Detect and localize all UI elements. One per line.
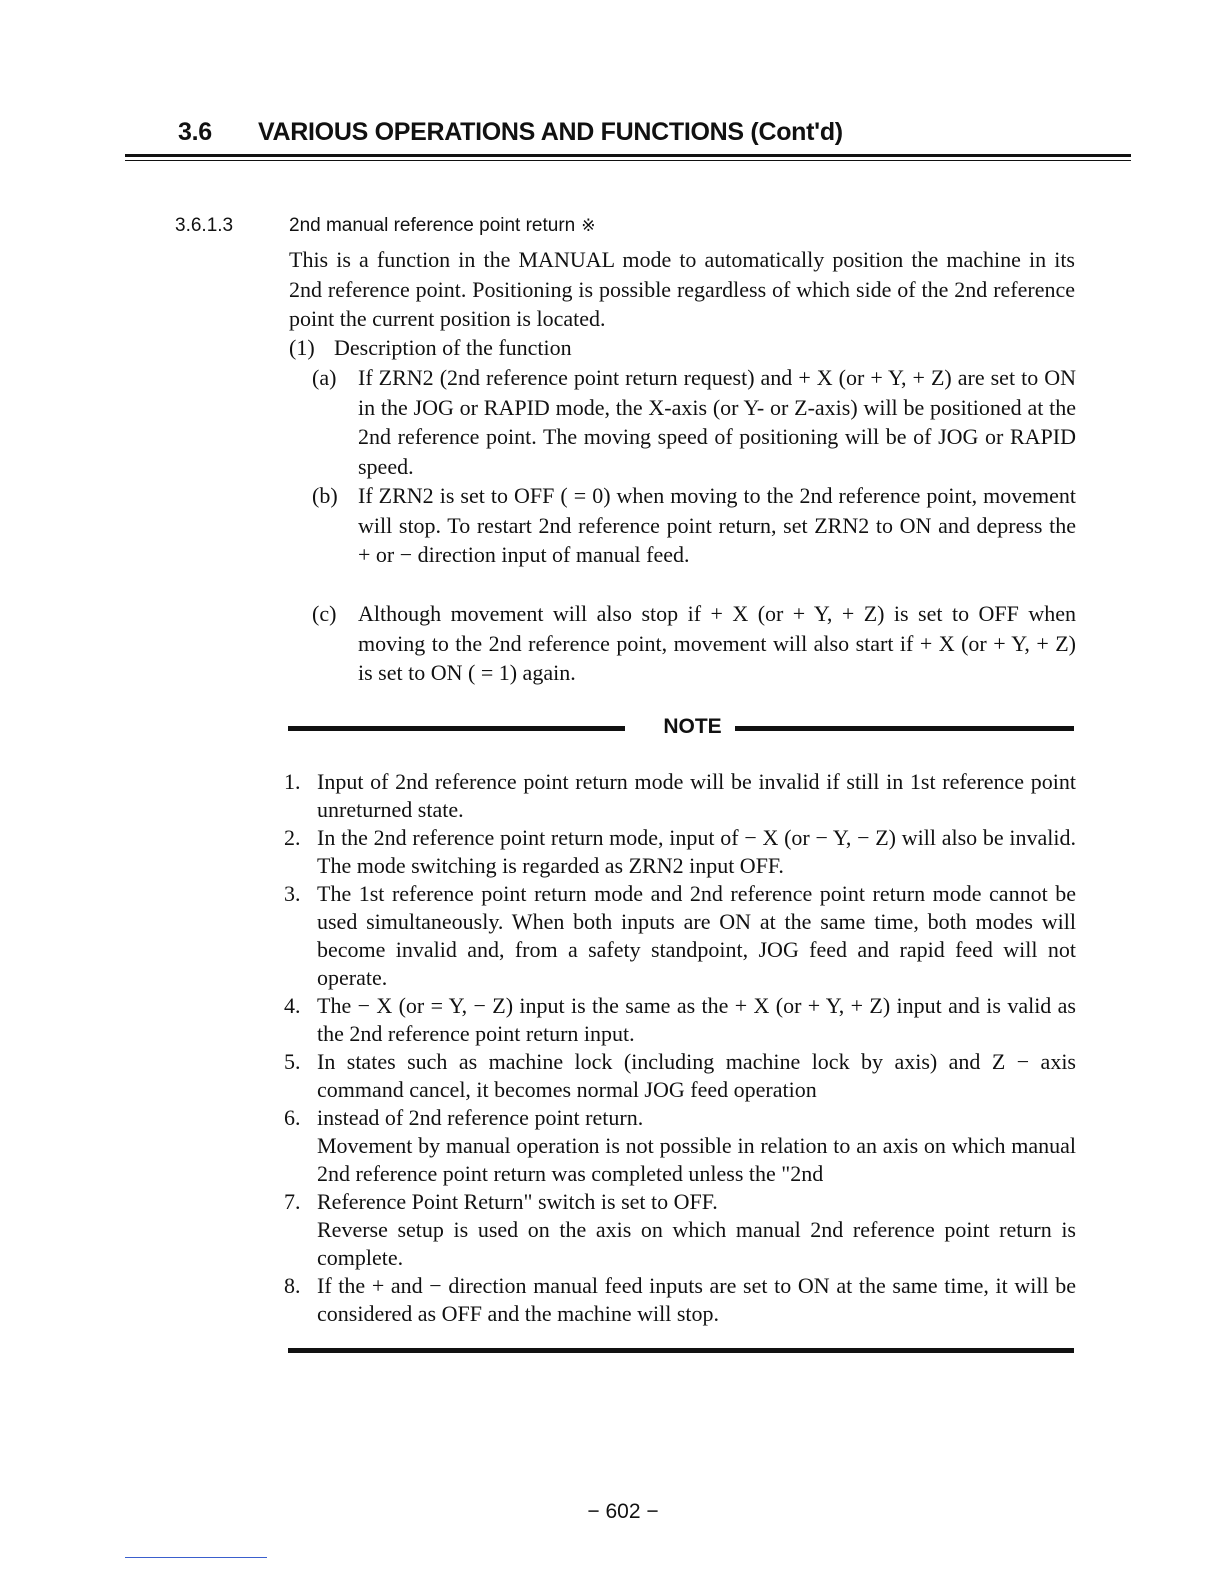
note-item-number: 6. [284, 1105, 301, 1130]
note-item [284, 1132, 1076, 1188]
note-item-number: 3. [284, 881, 301, 906]
list-item-text: If ZRN2 (2nd reference point return request) and + X (or + Y, + Z) are set to ON in the JOG or RAPID mode, the X-axis (or Y- or Z-axis) will be positioned at the 2nd reference point. The moving speed of positioning will be of JOG or RAPID speed. [358, 365, 1076, 479]
note-bottom-rule [288, 1348, 1074, 1353]
note-item-text: Movement by manual operation is not possible in relation to an axis on which manual 2nd reference point return was completed unless the "2nd [317, 1133, 1076, 1186]
note-item-number: 5. [284, 1049, 301, 1074]
note-item [284, 1104, 1076, 1132]
note-item [284, 1188, 1076, 1216]
note-item-number: 8. [284, 1273, 301, 1298]
list-item-a [312, 363, 1076, 481]
header-rule-thick [125, 154, 1131, 157]
note-item-text: In the 2nd reference point return mode, input of − X (or − Y, − Z) will also be invalid. The mode switching is regarded as ZRN2 input OFF. [317, 825, 1076, 878]
note-item-number: 2. [284, 825, 301, 850]
note-item-text: Reference Point Return" switch is set to OFF. [317, 1189, 718, 1214]
note-rule-left [288, 726, 625, 731]
note-rule-right [735, 726, 1074, 731]
footer-rule [125, 1557, 267, 1558]
note-item-number: 7. [284, 1189, 301, 1214]
list-item-c [312, 599, 1076, 688]
list-item-label: (c) [312, 601, 337, 626]
note-item [284, 992, 1076, 1048]
list-item-text: If ZRN2 is set to OFF ( = 0) when moving to the 2nd reference point, movement will stop. To restart 2nd reference point return, set ZRN2 to ON and depress the + or − direction input of manual feed. [358, 483, 1076, 567]
section-intro: This is a function in the MANUAL mode to automatically position the machine in its 2nd reference point. Positioning is possible regardless of which side of the 2nd reference point the current position is located. [289, 247, 1075, 331]
description-title: Description of the function [334, 335, 572, 360]
note-item-text: Reverse setup is used on the axis on which manual 2nd reference point return is complete. [317, 1217, 1076, 1270]
note-header [288, 715, 1074, 741]
header-rule-thin [125, 160, 1131, 161]
note-item [284, 1272, 1076, 1328]
page-header-title [178, 118, 1128, 147]
note-item [284, 1216, 1076, 1272]
note-item-text: The − X (or = Y, − Z) input is the same as the + X (or + Y, + Z) input and is valid as the 2nd reference point return input. [317, 993, 1076, 1046]
note-item-text: Input of 2nd reference point return mode will be invalid if still in 1st reference point unreturned state. [317, 769, 1076, 822]
list-item-label: (b) [312, 483, 338, 508]
note-item-number: 1. [284, 769, 301, 794]
description-label: (1) [289, 335, 315, 360]
list-item-b [312, 481, 1076, 570]
note-item [284, 880, 1076, 992]
asterisk-mark-icon: ※ [581, 216, 596, 235]
note-item-text: If the + and − direction manual feed inputs are set to ON at the same time, it will be considered as OFF and the machine will stop. [317, 1273, 1076, 1326]
section-title [289, 215, 595, 237]
note-item-number: 4. [284, 993, 301, 1018]
header-section-number: 3.6 [178, 118, 212, 146]
note-item-text: instead of 2nd reference point return. [317, 1105, 644, 1130]
page-number: − 602 − [587, 1500, 659, 1523]
list-item-text: Although movement will also stop if + X (or + Y, + Z) is set to OFF when moving to the 2nd reference point, movement will also start if + X (or + Y, + Z) is set to ON ( = 1) again. [358, 601, 1076, 685]
note-list [284, 768, 1076, 1328]
note-item-text: The 1st reference point return mode and 2nd reference point return mode cannot be used simultaneously. When both inputs are ON at the same time, both modes will become invalid and, from a safety standpoint, JOG feed and rapid feed will not operate. [317, 881, 1076, 990]
section-number: 3.6.1.3 [175, 215, 234, 236]
list-item-label: (a) [312, 365, 337, 390]
note-item-text: In states such as machine lock (including machine lock by axis) and Z − axis command cancel, it becomes normal JOG feed operation [317, 1049, 1076, 1102]
note-item [284, 824, 1076, 880]
note-item [284, 768, 1076, 824]
note-label: NOTE [663, 715, 722, 738]
header-title-text: VARIOUS OPERATIONS AND FUNCTIONS (Cont'd) [258, 118, 843, 146]
description-heading [289, 333, 572, 363]
section-title-text: 2nd manual reference point return [289, 215, 576, 236]
note-item [284, 1048, 1076, 1104]
